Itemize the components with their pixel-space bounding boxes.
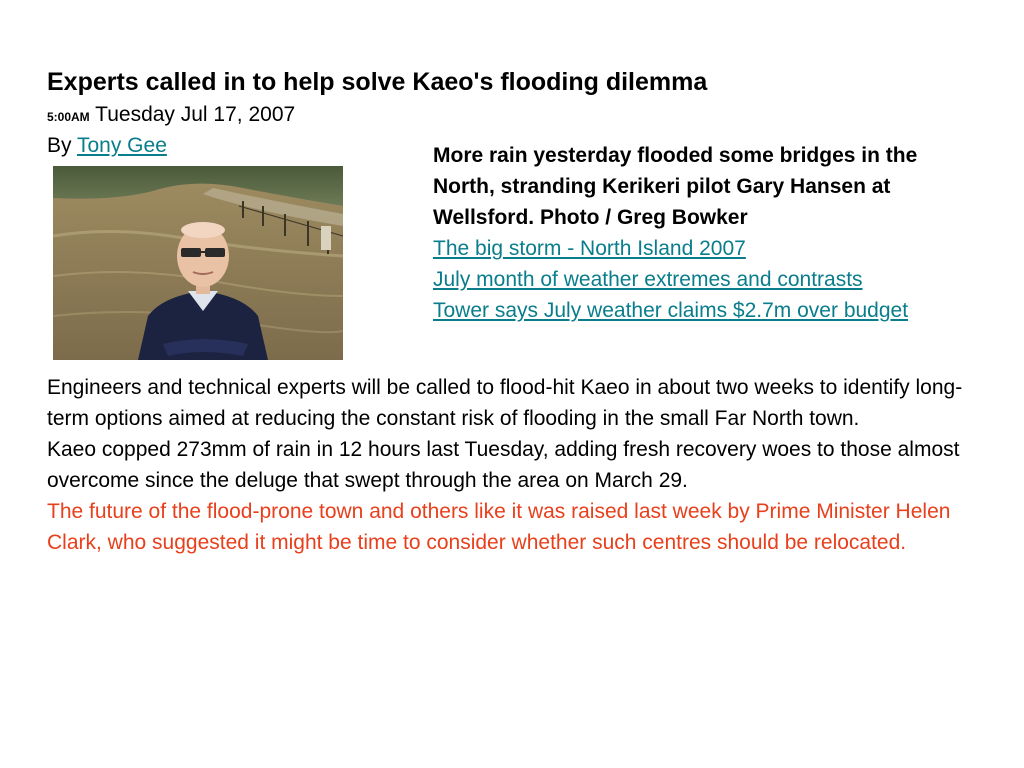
photo-caption: More rain yesterday flooded some bridges in the North, stranding Kerikeri pilot Gary Hansen at Wellsford. Photo / Greg Bowker [433, 144, 918, 229]
body-paragraph-2: Kaeo copped 273mm of rain in 12 hours last Tuesday, adding fresh recovery woes to those almost overcome since the deluge that swept through the area on March 29. [47, 438, 960, 492]
article-headline: Experts called in to help solve Kaeo's flooding dilemma [47, 68, 708, 96]
article-photo [53, 166, 343, 360]
article-time: 5:00AM [47, 110, 90, 124]
author-link[interactable]: Tony Gee [76, 134, 167, 157]
related-link-july-extremes[interactable]: July month of weather extremes and contrasts [433, 268, 863, 291]
byline-prefix: By [47, 134, 72, 157]
photo-caption-block [433, 140, 973, 326]
article-date: Tuesday Jul 17, 2007 [95, 103, 296, 126]
article-body [47, 372, 982, 558]
article-byline [47, 131, 167, 161]
body-paragraph-3: The future of the flood-prone town and others like it was raised last week by Prime Minister Helen Clark, who suggested it might be time to consider whether such centres should be relocated. [47, 500, 951, 554]
article-dateline [47, 100, 295, 132]
related-link-tower-claims[interactable]: Tower says July weather claims $2.7m over budget [433, 299, 909, 322]
body-paragraph-1: Engineers and technical experts will be called to flood-hit Kaeo in about two weeks to identify long-term options aimed at reducing the constant risk of flooding in the small Far North town. [47, 376, 963, 430]
related-link-big-storm[interactable]: The big storm - North Island 2007 [433, 237, 746, 260]
